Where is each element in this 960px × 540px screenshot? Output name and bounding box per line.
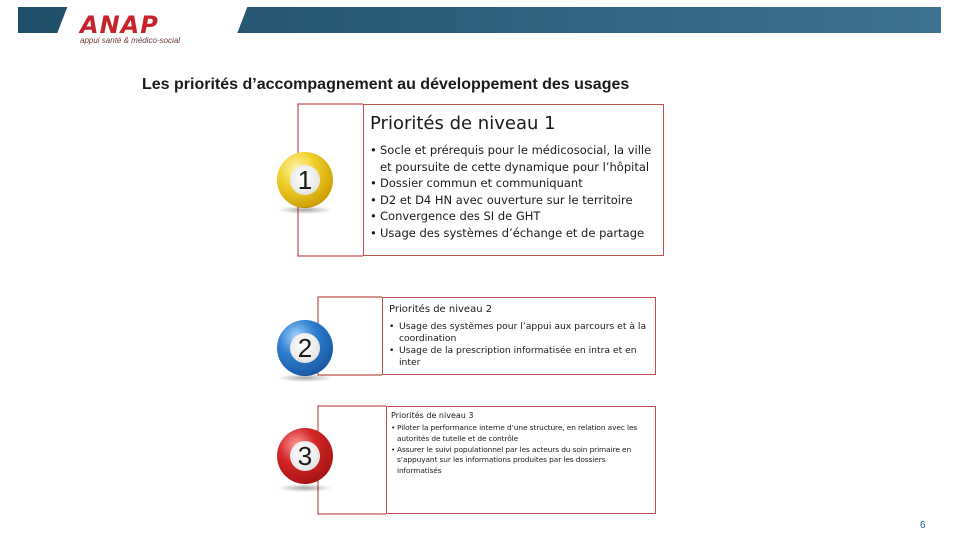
level-2-ball-icon (277, 320, 333, 376)
level-2-number: 2 (297, 332, 313, 363)
logo-tagline: appui santé & médico-social (80, 36, 181, 45)
list-item: • D2 et D4 HN avec ouverture sur le territoire (370, 192, 657, 209)
level-3-box (386, 406, 656, 514)
level-2-list (389, 321, 649, 369)
page-number: 6 (920, 520, 926, 531)
ball-shadow (277, 206, 333, 214)
list-item: • Usage des systèmes d’échange et de partage (370, 225, 657, 242)
level-1-ball-icon (277, 152, 333, 208)
list-item: • Socle et prérequis pour le médicosocial, la ville et poursuite de cette dynamique pour l’hôpital (370, 142, 657, 175)
slide-title: Les priorités d’accompagnement au développement des usages (142, 76, 630, 93)
level-1-number: 1 (297, 164, 313, 195)
list-item: • Dossier commun et communiquant (370, 175, 657, 192)
list-item: • Usage de la prescription informatisée en intra et en inter (389, 345, 649, 369)
list-item: • Usage des systèmes pour l’appui aux parcours et à la coordination (389, 321, 649, 345)
level-2-heading: Priorités de niveau 2 (389, 304, 493, 315)
level-1-heading: Priorités de niveau 1 (370, 113, 556, 134)
level-3-heading: Priorités de niveau 3 (391, 411, 474, 420)
level-3-list (391, 423, 649, 477)
list-item: • Piloter la performance interne d’une structure, en relation avec les autorités de tutelle et de contrôle (391, 423, 649, 445)
level-1-box (363, 104, 664, 256)
anap-logo: ANAP (80, 11, 159, 39)
level-1-list (370, 142, 657, 241)
level-3-number: 3 (297, 440, 313, 471)
list-item: • Convergence des SI de GHT (370, 208, 657, 225)
ball-shadow (277, 484, 333, 492)
level-2-box (382, 297, 656, 375)
ball-shadow (277, 374, 333, 382)
level-3-ball-icon (277, 428, 333, 484)
list-item: • Assurer le suivi populationnel par les acteurs du soin primaire en s’appuyant sur les informations produites par les dossiers informatisés (391, 445, 649, 477)
